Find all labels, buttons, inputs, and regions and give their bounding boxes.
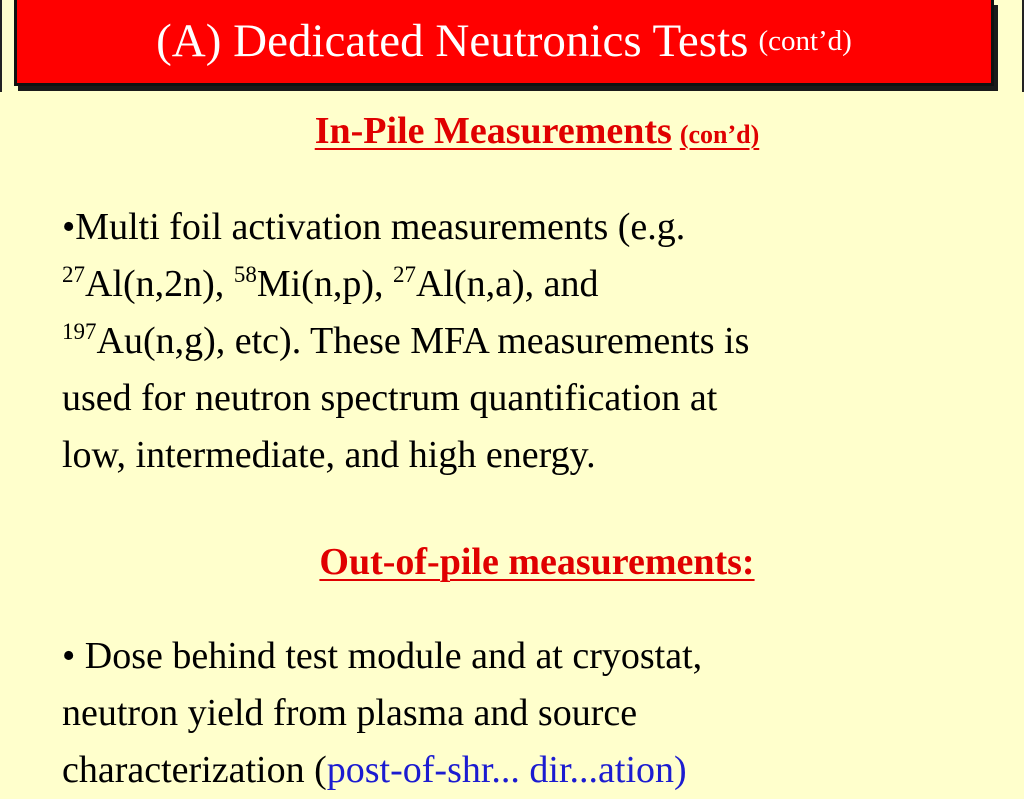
in-pile-paragraph bbox=[62, 199, 1012, 484]
reaction-text: Mi(n,p), bbox=[256, 263, 393, 305]
paragraph-line bbox=[62, 742, 1012, 799]
paragraph-line: neutron yield from plasma and source bbox=[62, 692, 638, 734]
reaction-text: Al(n,2n), bbox=[85, 263, 234, 305]
paragraph-line: used for neutron spectrum quantification at bbox=[62, 377, 718, 419]
section-heading-out-of-pile: Out-of-pile measurements: bbox=[319, 541, 755, 583]
paragraph-text: characterization ( bbox=[62, 749, 327, 791]
left-frame-line bbox=[0, 0, 2, 92]
paragraph-line: •Multi foil activation measurements (e.g. bbox=[62, 206, 686, 248]
slide-title: (A) Dedicated Neutronics Tests bbox=[156, 15, 749, 67]
paragraph-line bbox=[62, 256, 1012, 313]
out-of-pile-paragraph bbox=[62, 628, 1012, 799]
section-heading-in-pile bbox=[0, 109, 1024, 153]
highlighted-text: post-of-shr... dir...ation) bbox=[326, 749, 687, 791]
section-heading-in-pile-text: In-Pile Measurements bbox=[314, 110, 672, 152]
isotope-superscript: 27 bbox=[62, 262, 85, 287]
section-heading-in-pile-suffix: (con’d) bbox=[679, 120, 760, 149]
paragraph-line: low, intermediate, and high energy. bbox=[62, 434, 596, 476]
reaction-text: Au(n,g), etc). These MFA measurements is bbox=[96, 320, 750, 362]
paragraph-line bbox=[62, 313, 1012, 370]
isotope-superscript: 58 bbox=[233, 262, 257, 287]
paragraph-line: • Dose behind test module and at cryostat, bbox=[62, 635, 703, 677]
reaction-text: Al(n,a), and bbox=[415, 263, 599, 305]
isotope-superscript: 27 bbox=[392, 262, 416, 287]
slide-title-suffix: (cont’d) bbox=[758, 25, 852, 57]
slide-title-box bbox=[14, 0, 994, 86]
isotope-superscript: 197 bbox=[62, 319, 97, 344]
